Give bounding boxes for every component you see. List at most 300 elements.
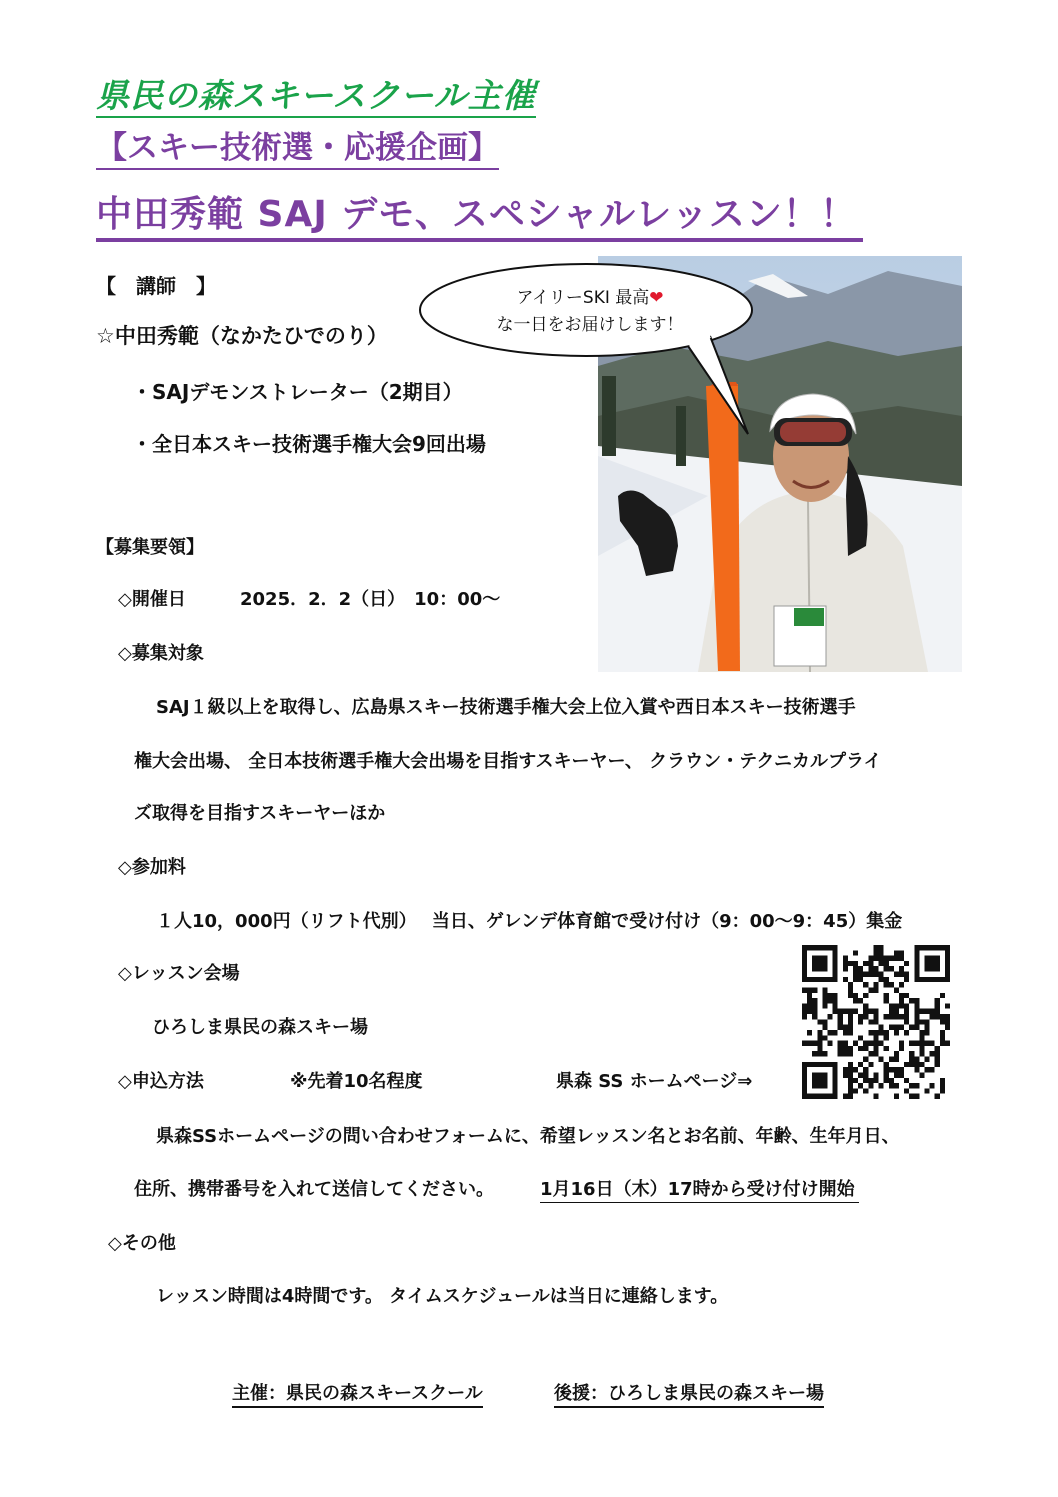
qr-module xyxy=(924,1025,929,1030)
qr-module xyxy=(848,987,853,992)
qr-module xyxy=(858,966,863,971)
qr-module xyxy=(935,1057,940,1062)
instructor-bullet-demo: ・SAJデモンストレーター（2期目） xyxy=(132,380,463,404)
qr-module xyxy=(919,1030,924,1035)
qr-module xyxy=(863,961,868,966)
qr-module xyxy=(822,956,827,961)
qr-module xyxy=(858,1083,863,1088)
qr-module xyxy=(863,1067,868,1072)
qr-module xyxy=(853,1067,858,1072)
qr-module xyxy=(914,950,919,955)
qr-module xyxy=(848,1025,853,1030)
qr-module xyxy=(822,1025,827,1030)
qr-module xyxy=(940,1019,945,1024)
qr-module xyxy=(873,966,878,971)
qr-module xyxy=(914,972,919,977)
qr-module xyxy=(863,982,868,987)
qr-module xyxy=(884,1062,889,1067)
qr-module xyxy=(945,1014,950,1019)
qr-module xyxy=(838,1025,843,1030)
qr-module xyxy=(909,1094,914,1099)
qr-module xyxy=(899,993,904,998)
qr-module xyxy=(914,998,919,1003)
qr-module xyxy=(899,966,904,971)
qr-module xyxy=(838,1019,843,1024)
qr-module xyxy=(868,966,873,971)
qr-module xyxy=(848,1014,853,1019)
qr-module xyxy=(894,1009,899,1014)
qr-module xyxy=(817,1051,822,1056)
qr-module xyxy=(884,977,889,982)
qr-module xyxy=(807,987,812,992)
title-organizer: 県民の森スキースクール主催 xyxy=(96,76,536,118)
qr-module xyxy=(833,956,838,961)
qr-module xyxy=(812,1072,817,1077)
qr-module xyxy=(858,972,863,977)
qr-module xyxy=(899,1046,904,1051)
qr-module xyxy=(822,1003,827,1008)
qr-module xyxy=(833,1062,838,1067)
footer-organizer: 主催：県民の森スキースクール xyxy=(232,1382,483,1408)
qr-module xyxy=(914,1041,919,1046)
qr-module xyxy=(822,1035,827,1040)
qr-module xyxy=(873,1078,878,1083)
qr-module xyxy=(914,1083,919,1088)
apply-homepage-link[interactable]: 県森 SS ホームページ⇒ xyxy=(556,1071,753,1092)
qr-module xyxy=(904,1009,909,1014)
qr-module xyxy=(924,1041,929,1046)
qr-module xyxy=(828,1014,833,1019)
qr-module xyxy=(894,1083,899,1088)
qr-module xyxy=(863,1072,868,1077)
qr-module xyxy=(817,1094,822,1099)
qr-module xyxy=(935,956,940,961)
qr-module xyxy=(919,1051,924,1056)
qr-module xyxy=(899,1014,904,1019)
qr-module xyxy=(924,966,929,971)
qr-module xyxy=(935,1062,940,1067)
qr-module xyxy=(828,1041,833,1046)
qr-module xyxy=(909,1062,914,1067)
qr-module xyxy=(868,972,873,977)
qr-module xyxy=(848,1009,853,1014)
qr-module xyxy=(930,1067,935,1072)
qr-module xyxy=(909,1041,914,1046)
qr-module xyxy=(853,998,858,1003)
qr-module xyxy=(930,1041,935,1046)
qr-module xyxy=(848,1046,853,1051)
apply-line-2: 住所、携帯番号を入れて送信してください。 xyxy=(134,1179,494,1200)
qr-module xyxy=(873,987,878,992)
qr-module xyxy=(889,1009,894,1014)
qr-module xyxy=(889,982,894,987)
qr-module xyxy=(802,1088,807,1093)
qr-module xyxy=(802,956,807,961)
qr-module xyxy=(848,1078,853,1083)
qr-module xyxy=(899,956,904,961)
qr-module xyxy=(858,1019,863,1024)
qr-module xyxy=(817,1019,822,1024)
other-value: レッスン時間は4時間です。 タイムスケジュールは当日に連絡します。 xyxy=(156,1286,729,1307)
qr-module xyxy=(879,1041,884,1046)
qr-module xyxy=(884,1072,889,1077)
qr-code[interactable] xyxy=(802,945,950,1099)
qr-module xyxy=(879,977,884,982)
qr-module xyxy=(914,961,919,966)
qr-module xyxy=(822,998,827,1003)
qr-module xyxy=(807,1030,812,1035)
qr-module xyxy=(812,1014,817,1019)
qr-module xyxy=(843,1067,848,1072)
qr-module xyxy=(863,1009,868,1014)
footer-support: 後援：ひろしま県民の森スキー場 xyxy=(554,1382,824,1408)
qr-module xyxy=(802,1072,807,1077)
qr-module xyxy=(919,1009,924,1014)
qr-module xyxy=(940,1088,945,1093)
qr-module xyxy=(843,961,848,966)
qr-module xyxy=(802,966,807,971)
apply-start-date: 1月16日（木）17時から受け付け開始 xyxy=(540,1178,859,1203)
qr-module xyxy=(833,1072,838,1077)
qr-module xyxy=(822,961,827,966)
qr-module xyxy=(894,972,899,977)
qr-module xyxy=(807,1003,812,1008)
qr-module xyxy=(873,1041,878,1046)
qr-module xyxy=(858,977,863,982)
qr-module xyxy=(904,1078,909,1083)
qr-module xyxy=(894,950,899,955)
qr-module xyxy=(822,1051,827,1056)
qr-module xyxy=(924,1030,929,1035)
qr-module xyxy=(899,1003,904,1008)
qr-module xyxy=(935,1009,940,1014)
qr-module xyxy=(812,961,817,966)
qr-module xyxy=(863,1041,868,1046)
qr-module xyxy=(924,977,929,982)
qr-module xyxy=(868,1083,873,1088)
qr-module xyxy=(858,1062,863,1067)
qr-module xyxy=(843,966,848,971)
qr-module xyxy=(817,1078,822,1083)
qr-module xyxy=(884,1014,889,1019)
qr-module xyxy=(828,1094,833,1099)
qr-module xyxy=(914,966,919,971)
qr-module xyxy=(863,1046,868,1051)
apply-line-1: 県森SSホームページの問い合わせフォームに、希望レッスン名とお名前、年齢、生年月日、 xyxy=(156,1126,900,1147)
qr-module xyxy=(853,966,858,971)
qr-module xyxy=(838,1051,843,1056)
qr-module xyxy=(833,1078,838,1083)
qr-module xyxy=(833,1094,838,1099)
qr-module xyxy=(924,945,929,950)
qr-module xyxy=(817,1046,822,1051)
qr-module xyxy=(945,966,950,971)
qr-module xyxy=(833,1003,838,1008)
title-main: 中田秀範 SAJ デモ、スペシャルレッスン！！ xyxy=(96,192,863,242)
heart-icon: ❤ xyxy=(649,288,664,308)
qr-module xyxy=(904,1014,909,1019)
qr-module xyxy=(828,998,833,1003)
qr-module xyxy=(945,977,950,982)
qr-module xyxy=(930,1051,935,1056)
qr-module xyxy=(807,1041,812,1046)
qr-module xyxy=(919,945,924,950)
qr-module xyxy=(909,1051,914,1056)
qr-module xyxy=(812,998,817,1003)
qr-module xyxy=(879,1083,884,1088)
qr-module xyxy=(879,1025,884,1030)
qr-module xyxy=(894,1003,899,1008)
qr-module xyxy=(812,977,817,982)
qr-module xyxy=(904,972,909,977)
qr-module xyxy=(828,993,833,998)
qr-module xyxy=(802,1014,807,1019)
qr-module xyxy=(868,961,873,966)
qr-module xyxy=(940,1030,945,1035)
venue-value: ひろしま県民の森スキー場 xyxy=(152,1017,368,1038)
qr-module xyxy=(817,966,822,971)
qr-module xyxy=(904,1062,909,1067)
qr-module xyxy=(817,1041,822,1046)
qr-module xyxy=(848,982,853,987)
qr-module xyxy=(812,1003,817,1008)
qr-module xyxy=(945,1025,950,1030)
qr-module xyxy=(858,998,863,1003)
qr-module xyxy=(945,1003,950,1008)
qr-module xyxy=(945,972,950,977)
qr-module xyxy=(940,1078,945,1083)
qr-module xyxy=(884,961,889,966)
qr-module xyxy=(833,972,838,977)
qr-module xyxy=(812,945,817,950)
qr-module xyxy=(914,1019,919,1024)
qr-module xyxy=(924,1067,929,1072)
qr-module xyxy=(919,1035,924,1040)
qr-module xyxy=(822,1083,827,1088)
qr-module xyxy=(822,966,827,971)
qr-module xyxy=(930,1009,935,1014)
fee-value: １人10，000円（リフト代別） 当日、ゲレンデ体育館で受け付け（9：00～9：45）集金 xyxy=(156,911,903,932)
qr-module xyxy=(822,1072,827,1077)
qr-module xyxy=(935,945,940,950)
qr-module xyxy=(914,977,919,982)
qr-module xyxy=(802,945,807,950)
qr-module xyxy=(894,1025,899,1030)
qr-module xyxy=(822,945,827,950)
qr-module xyxy=(868,1030,873,1035)
qr-module xyxy=(914,1009,919,1014)
qr-module xyxy=(914,1014,919,1019)
qr-module xyxy=(848,1019,853,1024)
qr-module xyxy=(935,998,940,1003)
qr-module xyxy=(802,987,807,992)
date-value: 2025．2．2（日） 10：00～ xyxy=(240,589,501,610)
qr-module xyxy=(924,1019,929,1024)
qr-module xyxy=(873,1035,878,1040)
qr-module xyxy=(894,1051,899,1056)
qr-module xyxy=(945,961,950,966)
qr-module xyxy=(868,1009,873,1014)
recruit-heading: 【募集要領】 xyxy=(96,537,204,558)
qr-module xyxy=(848,961,853,966)
qr-module xyxy=(817,1083,822,1088)
qr-module xyxy=(873,1072,878,1077)
qr-module xyxy=(914,1062,919,1067)
speech-bubble-text xyxy=(470,285,710,339)
qr-module xyxy=(873,945,878,950)
qr-module xyxy=(945,1019,950,1024)
qr-module xyxy=(919,1046,924,1051)
qr-module xyxy=(843,1072,848,1077)
qr-module xyxy=(833,993,838,998)
qr-module xyxy=(935,1046,940,1051)
qr-module xyxy=(853,950,858,955)
apply-note: ※先着10名程度 xyxy=(290,1071,423,1092)
qr-module xyxy=(904,977,909,982)
qr-module xyxy=(853,993,858,998)
qr-module xyxy=(873,1046,878,1051)
qr-module xyxy=(899,972,904,977)
qr-module xyxy=(822,987,827,992)
qr-module xyxy=(843,1041,848,1046)
qr-module xyxy=(924,956,929,961)
qr-module xyxy=(879,961,884,966)
qr-module xyxy=(838,1014,843,1019)
qr-module xyxy=(894,1072,899,1077)
qr-module xyxy=(909,1057,914,1062)
qr-module xyxy=(843,1030,848,1035)
qr-module xyxy=(838,1041,843,1046)
qr-module xyxy=(802,1078,807,1083)
qr-module xyxy=(924,1088,929,1093)
qr-module xyxy=(894,987,899,992)
bubble-line1: アイリーSKI 最高 xyxy=(516,288,650,308)
qr-module xyxy=(914,945,919,950)
qr-module xyxy=(889,1067,894,1072)
qr-module xyxy=(802,1009,807,1014)
instructor-heading: 【 講師 】 xyxy=(96,274,216,298)
qr-module xyxy=(945,945,950,950)
qr-module xyxy=(873,972,878,977)
qr-module xyxy=(848,1083,853,1088)
qr-module xyxy=(940,977,945,982)
qr-module xyxy=(843,977,848,982)
target-line-3: ズ取得を目指すスキーヤーほか xyxy=(134,803,386,824)
qr-module xyxy=(863,1078,868,1083)
qr-module xyxy=(812,987,817,992)
qr-module xyxy=(914,956,919,961)
qr-module xyxy=(853,961,858,966)
qr-module xyxy=(868,1062,873,1067)
qr-module xyxy=(894,1057,899,1062)
date-label: ◇開催日 xyxy=(118,589,186,610)
qr-module xyxy=(904,1088,909,1093)
qr-module xyxy=(894,1030,899,1035)
qr-module xyxy=(828,1030,833,1035)
qr-module xyxy=(889,1057,894,1062)
qr-module xyxy=(843,1051,848,1056)
qr-module xyxy=(838,1009,843,1014)
qr-module xyxy=(807,993,812,998)
qr-module xyxy=(879,1057,884,1062)
qr-module xyxy=(945,950,950,955)
qr-module xyxy=(822,1062,827,1067)
qr-module xyxy=(889,1025,894,1030)
qr-module xyxy=(879,945,884,950)
qr-module xyxy=(802,972,807,977)
qr-module xyxy=(853,1078,858,1083)
qr-module xyxy=(873,1014,878,1019)
qr-module xyxy=(894,1067,899,1072)
qr-module xyxy=(843,1046,848,1051)
qr-module xyxy=(930,945,935,950)
qr-module xyxy=(935,1003,940,1008)
qr-module xyxy=(930,966,935,971)
qr-module xyxy=(848,1030,853,1035)
qr-module xyxy=(833,950,838,955)
qr-module xyxy=(899,1025,904,1030)
qr-module xyxy=(807,998,812,1003)
qr-module xyxy=(853,1009,858,1014)
qr-module xyxy=(940,1035,945,1040)
qr-module xyxy=(873,1019,878,1024)
qr-module xyxy=(853,972,858,977)
qr-module xyxy=(868,1078,873,1083)
qr-module xyxy=(807,1062,812,1067)
qr-module xyxy=(884,993,889,998)
qr-module xyxy=(853,1041,858,1046)
qr-module xyxy=(904,961,909,966)
qr-module xyxy=(873,1009,878,1014)
qr-module xyxy=(868,1041,873,1046)
qr-module xyxy=(843,1094,848,1099)
qr-module xyxy=(904,1030,909,1035)
qr-module xyxy=(914,1025,919,1030)
qr-module xyxy=(822,1019,827,1024)
qr-module xyxy=(884,1046,889,1051)
qr-module xyxy=(930,977,935,982)
qr-module xyxy=(909,998,914,1003)
qr-module xyxy=(930,961,935,966)
qr-module xyxy=(884,966,889,971)
qr-module xyxy=(863,1014,868,1019)
qr-module xyxy=(889,966,894,971)
qr-module xyxy=(914,1057,919,1062)
qr-module xyxy=(919,1072,924,1077)
qr-module xyxy=(899,1041,904,1046)
qr-module xyxy=(919,1019,924,1024)
qr-module xyxy=(904,993,909,998)
qr-module xyxy=(858,1072,863,1077)
qr-module xyxy=(817,977,822,982)
qr-module xyxy=(884,998,889,1003)
qr-module xyxy=(802,1062,807,1067)
qr-module xyxy=(879,950,884,955)
qr-module xyxy=(863,1057,868,1062)
qr-module xyxy=(802,1003,807,1008)
qr-module xyxy=(940,1083,945,1088)
qr-module xyxy=(812,966,817,971)
qr-module xyxy=(894,1094,899,1099)
qr-module xyxy=(884,1067,889,1072)
qr-module xyxy=(945,1041,950,1046)
qr-module xyxy=(807,977,812,982)
qr-module xyxy=(945,956,950,961)
qr-module xyxy=(940,945,945,950)
qr-module xyxy=(833,966,838,971)
qr-module xyxy=(833,1083,838,1088)
qr-module xyxy=(889,1014,894,1019)
